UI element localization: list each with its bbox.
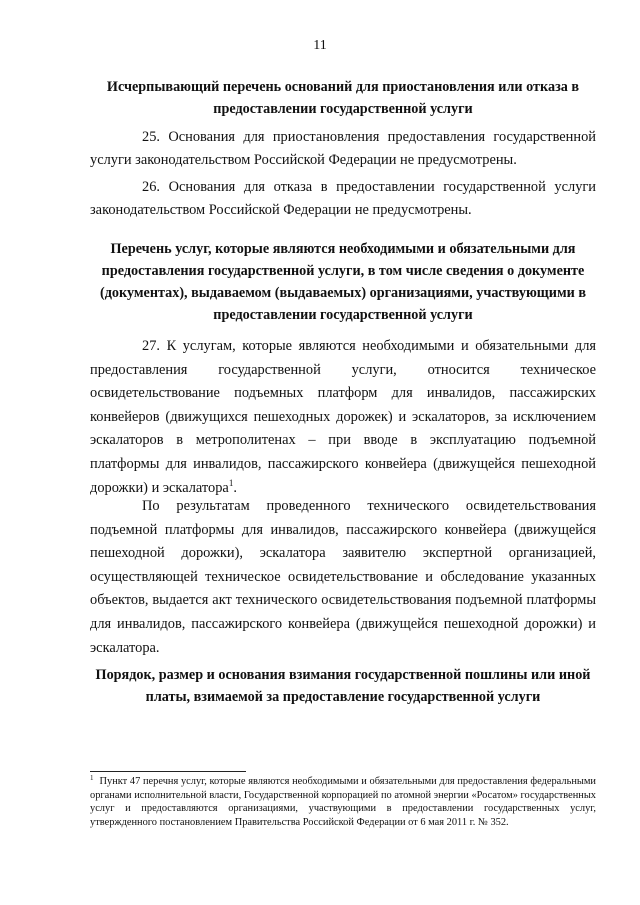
paragraph-27-text: 27. К услугам, которые являются необходимыми и обязательными для предоставления государственной услуги, относится техническое освидетельствование подъемных платформ для инвалидов, пассажирских конвейеров (движущихся пешеходных дорожек) и эскалаторов, за исключением эскалаторов в метрополитенах – при вводе в эксплуатацию подъемной платформы для инвалидов, пассажирского конвейера (движущейся пешеходной дорожки) и эскалатора xyxy=(90,338,596,496)
paragraph-27-end: . xyxy=(233,479,237,496)
footnote-text: Пункт 47 перечня услуг, которые являются необходимыми и обязательными для предоставления федеральными органами исполнительной власти, Государственной корпорацией по атомной энергии «Росатом» государственных услуг и предоставляются организациями, участвующими в предоставлении государственных услуг, утвержденного постановлением Правительства Российской Федерации от 6 мая 2011 г. № 352. xyxy=(90,776,596,828)
paragraph-25: 25. Основания для приостановления предоставления государственной услуги законодательством Российской Федерации не предусмотрены. xyxy=(90,129,596,169)
page-number: 11 xyxy=(313,38,327,53)
footnote-divider xyxy=(90,771,246,772)
footnote-reference: 1 xyxy=(228,477,234,488)
heading-suspension-grounds: Исчерпывающий перечень оснований для приостановления или отказа в предоставлении государственной услуги xyxy=(106,79,580,117)
paragraph-26: 26. Основания для отказа в предоставлении государственной услуги законодательством Российской Федерации не предусмотрены. xyxy=(90,179,596,219)
paragraph-27 xyxy=(90,335,596,500)
footnote-mark: 1 xyxy=(90,773,94,782)
paragraph-inspection-results: По результатам проведенного технического освидетельствования подъемной платформы для инвалидов, пассажирского конвейера (движущейся пешеходной дорожки), эскалатора заявителю экспертной организацией, осуществляющей техническое освидетельствование и обследование указанных объектов, выдается акт технического освидетельствования подъемной платформы для инвалидов, пассажирского конвейера (движущейся пешеходной дорожки) и эскалатора. xyxy=(90,498,596,656)
heading-required-services: Перечень услуг, которые являются необходимыми и обязательными для предоставления государственной услуги, в том числе сведения о документе (документах), выдаваемом (выдаваемых) организациями, участвующими в предоставлении государственной услуги xyxy=(99,241,586,323)
footnote xyxy=(90,775,596,829)
heading-state-fee: Порядок, размер и основания взимания государственной пошлины или иной платы, взимаемой за предоставление государственной услуги xyxy=(95,667,591,705)
